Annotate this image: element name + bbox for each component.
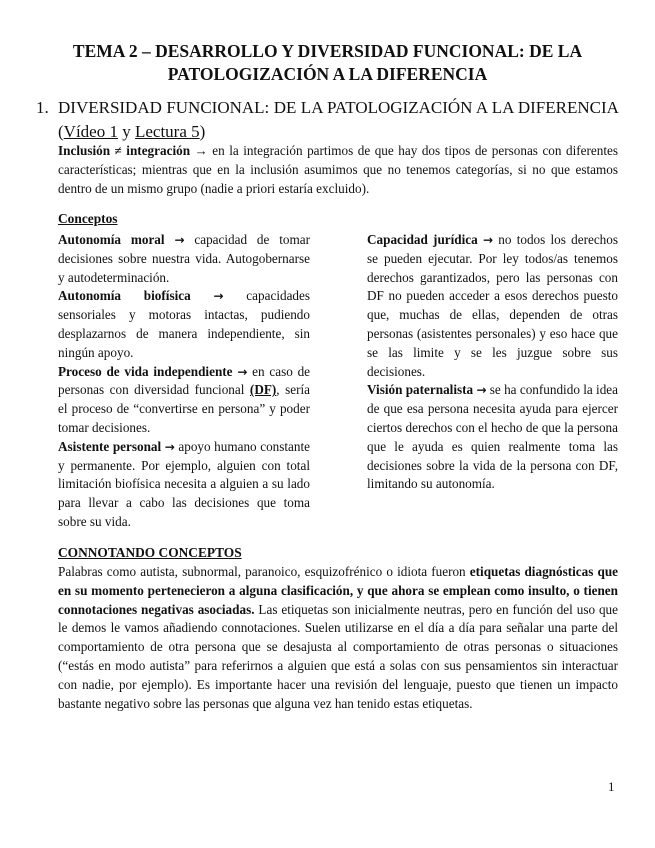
- concept-term: Visión paternalista: [367, 382, 474, 398]
- concept-term: Capacidad jurídica: [367, 232, 478, 247]
- concepts-title: Conceptos: [58, 211, 118, 226]
- arrow-icon: →: [482, 233, 494, 247]
- concept-vision-paternalista: [367, 381, 618, 494]
- concept-term: Asistente personal: [58, 438, 162, 454]
- arrow-icon: →: [213, 289, 224, 304]
- video-link[interactable]: Vídeo 1: [63, 122, 118, 141]
- connotando-text-continued: Las etiquetas son inicialmente neutras, pero en función del uso que le demos le vamos añadiendo connotaciones. Suelen utilizarse en el día a día para señalar una parte del comportamiento de otra persona que se desajusta al comportamiento de otras personas o situaciones (“estás en modo autista” para referirnos a alguien que está a solas con sus pensamientos sin interactuar con nadie, por ejemplo). Es importante hacer una revisión del lenguaje, puesto que tienen un impacto bastante negativo sobre las personas que alguna vez han tenido estas etiquetas.: [58, 601, 618, 711]
- arrow-icon: →: [237, 364, 248, 379]
- concept-text: se ha confundido la idea de que esa persona necesita ayuda para ejercer ciertos derechos con el hecho de que la persona que le ayuda es quien realmente toma las decisiones sobre la vida de la persona con DF, limitando su autonomía.: [367, 382, 618, 492]
- concept-text: capacidades sensoriales y motoras intactas, pudiendo desplazarnos de manera independiente, sin ningún apoyo.: [58, 288, 311, 360]
- concept-term: Autonomía biofísica: [58, 288, 191, 304]
- title-line-1: TEMA 2 – DESARROLLO Y DIVERSIDAD FUNCIONAL: DE LA: [72, 41, 583, 61]
- concept-text: capacidad de tomar decisiones sobre nuestra vida. Autogobernarse y autodeterminación.: [58, 232, 310, 285]
- df-abbreviation: (DF): [249, 382, 277, 398]
- document-title: [40, 40, 615, 86]
- section-heading: [36, 96, 618, 144]
- connotando-paragraph: [58, 563, 618, 713]
- connotando-title: CONNOTANDO CONCEPTOS: [58, 545, 242, 560]
- arrow-icon: →: [174, 233, 185, 247]
- intro-paragraph: [58, 142, 618, 198]
- concept-term: Autonomía moral: [58, 232, 165, 247]
- intro-term: Inclusión ≠ integración →: [58, 143, 208, 158]
- section-heading-text: [58, 96, 618, 144]
- intro-text: en la integración partimos de que hay dos tipos de personas con diferentes características; mientras que en la inclusión asumimos que no tenemos categorías, si no que estamos dentro de un mismo grupo (nadie a priori estaría excluido).: [58, 143, 618, 196]
- arrow-icon: →: [476, 383, 487, 398]
- concepts-right-column: [367, 231, 618, 494]
- arrow-icon: →: [164, 439, 175, 454]
- section-number: 1.: [36, 98, 49, 117]
- concept-capacidad-juridica: [367, 231, 618, 381]
- and-word: y: [122, 122, 131, 141]
- concept-vida-independiente: [58, 363, 310, 438]
- concept-text: en caso de personas con diversidad funcional: [58, 363, 311, 398]
- connotando-bold-text: etiquetas diagnósticas que en su momento pertenecieron a alguna clasificación, y que ahora se emplean como insulto, o tienen connotaciones negativas asociadas.: [58, 564, 619, 617]
- paren-close: ): [199, 122, 206, 141]
- concept-autonomia-biofisica: [58, 287, 310, 362]
- connotando-text: Palabras como autista, subnormal, paranoico, esquizofrénico o idiota fueron: [58, 564, 470, 579]
- concept-term: Proceso de vida independiente: [58, 363, 233, 379]
- paren-open: (: [58, 122, 64, 141]
- concept-asistente-personal: [58, 438, 310, 532]
- lectura-link[interactable]: Lectura 5: [134, 122, 200, 141]
- section-heading-label: DIVERSIDAD FUNCIONAL: DE LA PATOLOGIZACIÓN A LA DIFERENCIA: [58, 98, 618, 117]
- page-number: 1: [608, 779, 615, 794]
- concept-autonomia-moral: [58, 231, 310, 287]
- concept-text: apoyo humano constante y permanente. Por ejemplo, alguien con total limitación biofísica necesita a alguien a su lado para llevar a cabo las decisiones que toma sobre su vida.: [58, 438, 311, 529]
- concept-text: no todos los derechos se pueden ejecutar. Por ley todos/as tenemos derechos garantizados, pero las personas con DF no pueden acceder a esos derechos puesto que, muchas de ellas, dependen de otras personas (asistentes personales) y eso hace que se las limite y se les juzgue sobre sus decisiones.: [367, 232, 618, 379]
- concepts-left-column: [58, 231, 310, 532]
- title-line-2: PATOLOGIZACIÓN A LA DIFERENCIA: [167, 64, 488, 84]
- concept-text-continued: , sería el proceso de “convertirse en persona” y poder tomar decisiones.: [58, 382, 310, 435]
